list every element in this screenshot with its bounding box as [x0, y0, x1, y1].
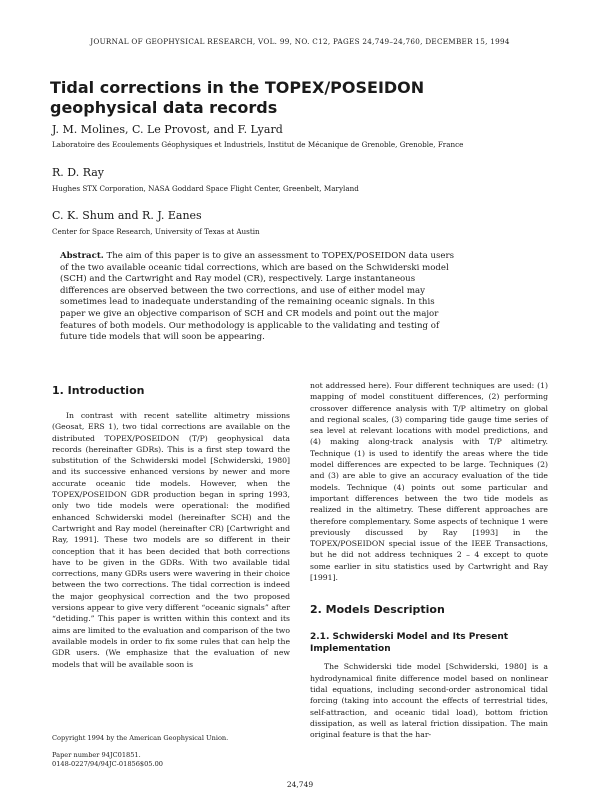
subsection-2-1-paragraph: The Schwiderski tide model [Schwiderski, 1980] is a hydrodynamical finite difference model based on nonlinear tidal equations, including second-order astronomical tidal forcing (taking into account the effects of terrestrial tides, self-attraction, and oceanic tidal load), bottom friction dissipation, as well as lateral friction dissipation. The main original feature is that the har- [310, 662, 548, 740]
intro-continuation: not addressed here). Four different techniques are used: (1) mapping of model constituent differences, (2) performing crossover difference analysis with T/P altimetry on global and regional scales, (3) comparing tide gauge time series of sea level at relevant locations with model predictions, and (4) making along-track analysis with T/P altimetry. Technique (1) is used to identify the areas where the tide model differences are expected to be large. Techniques (2) and (3) are able to give an accuracy evaluation of the tide models. Technique (4) points out some particular and important differences between the two tide models as realized in the altimetry. These different approaches are therefore complementary. Some aspects of technique 1 were previously discussed by Ray [1993] in the TOPEX/POSEIDON special issue of the IEEE Transactions, but he did not address techniques 2 – 4 except to quote some earlier in situ statistics used by Cartwright and Ray [1991]. [310, 381, 548, 583]
issn-line: 0148-0227/94/94JC-01856$05.00 [52, 760, 163, 768]
running-head: JOURNAL OF GEOPHYSICAL RESEARCH, VOL. 99, NO. C12, PAGES 24,749–24,760, DECEMBER 15, 1994 [90, 37, 510, 46]
right-column [310, 380, 548, 740]
affiliation-3: Center for Space Research, University of Texas at Austin [52, 227, 260, 236]
abstract-text: The aim of this paper is to give an assessment to TOPEX/POSEIDON data users of the two available oceanic tidal corrections, which are based on the Schwiderski model (SCH) and the Cartwright and Ray model (CR), respectively. Large instantaneous differences are observed between the two corrections, and use of either model may sometimes lead to inadequate understanding of the remaining oceanic signals. In this paper we give an objective comparison of SCH and CR models and point out the major features of both models. Our methodology is applicable to the validating and testing of future tide models that will soon be appearing. [60, 251, 454, 343]
subsection-2-1-title: 2.1. Schwiderski Model and Its Present Implementation [310, 632, 509, 655]
paper-number: Paper number 94JC01851. [52, 751, 141, 759]
author-group-2: R. D. Ray [52, 166, 105, 179]
paper-title: Tidal corrections in the TOPEX/POSEIDON geophysical data records [50, 78, 425, 117]
copyright-notice: Copyright 1994 by the American Geophysical Union. [52, 734, 229, 742]
section-1-title: 1. Introduction [52, 384, 145, 397]
page-number: 24,749 [286, 780, 314, 789]
abstract-label: Abstract. [60, 251, 104, 261]
author-group-3: C. K. Shum and R. J. Eanes [52, 209, 202, 222]
affiliation-1: Laboratoire des Ecoulements Géophysiques et Industriels, Institut de Mécanique de Grenoble, Grenoble, France [52, 140, 464, 149]
left-column [52, 384, 290, 670]
author-group-1: J. M. Molines, C. Le Provost, and F. Lyard [52, 123, 283, 136]
intro-paragraph: In contrast with recent satellite altimetry missions (Geosat, ERS 1), two tidal corrections are available on the distributed TOPEX/POSEIDON (T/P) geophysical data records (hereinafter GDRs). This is a first step toward the substitution of the Schwiderski model [Schwiderski, 1980] and its successive enhanced versions by newer and more accurate oceanic tide models. However, when the TOPEX/POSEIDON GDR production began in spring 1993, only two tide models were operational: the modified enhanced Schwiderski model (hereinafter SCH) and the Cartwright and Ray model (hereinafter CR) [Cartwright and Ray, 1991]. These two models are so different in their conception that it has been decided that both corrections have to be given in the GDRs. With two available tidal corrections, many GDRs users were wavering in their choice between the two corrections. The tidal correction is indeed the major geophysical correction and the two proposed versions appear to give very different “oceanic signals” after “detiding.” This paper is written within this context and its aims are limited to the evaluation and comparison of the two available models in order to fix some rules that can help the GDR users. (We emphasize that the evaluation of new models that will be available soon is [52, 411, 290, 669]
section-2-title: 2. Models Description [310, 603, 445, 617]
abstract [60, 251, 460, 344]
affiliation-2: Hughes STX Corporation, NASA Goddard Space Flight Center, Greenbelt, Maryland [52, 184, 359, 193]
